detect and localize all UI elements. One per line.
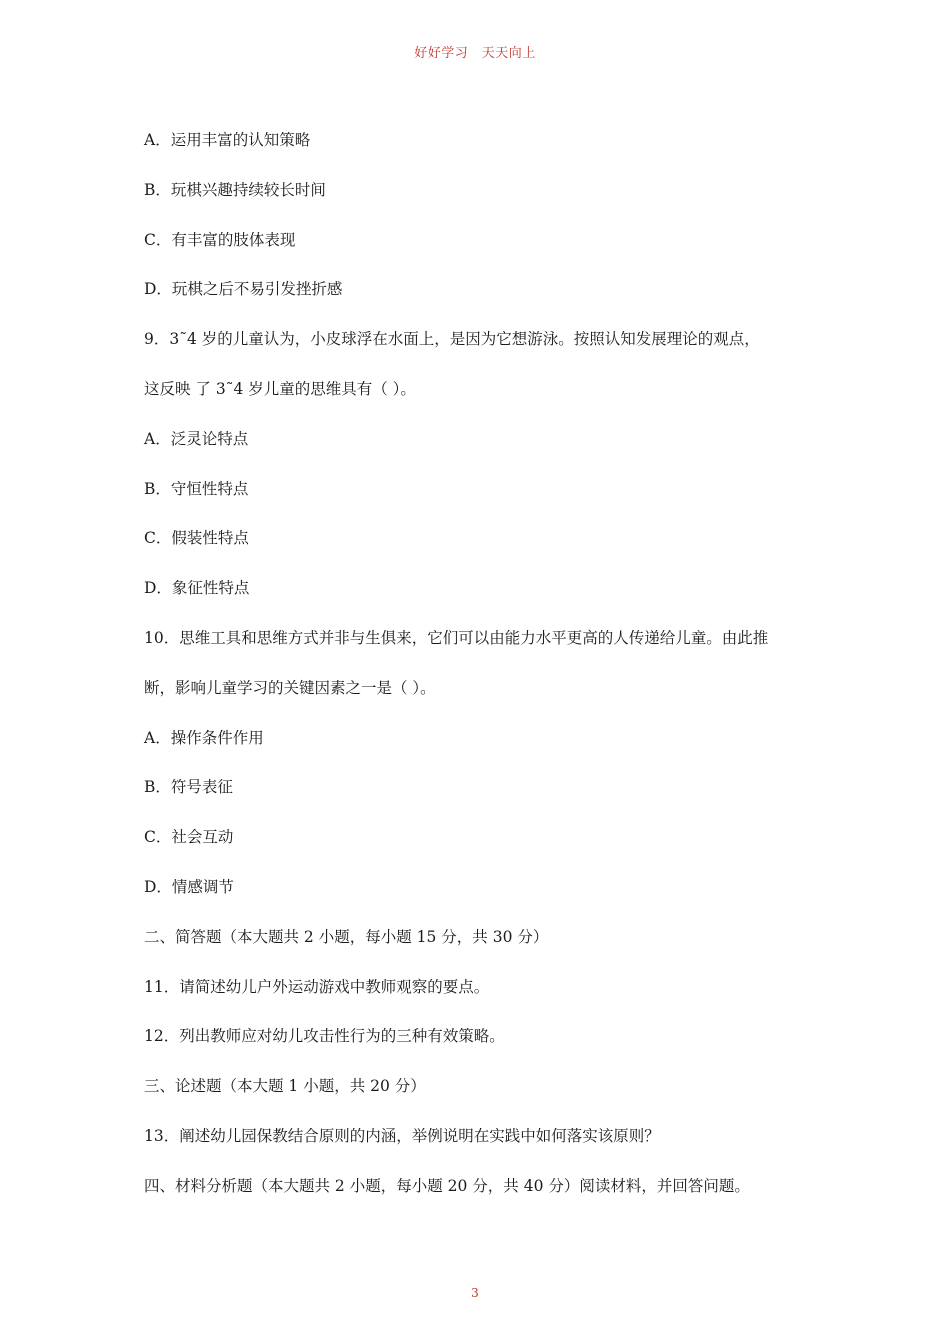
option-8c: C．有丰富的肢体表现 <box>144 230 296 249</box>
option-10d: D．情感调节 <box>144 877 234 896</box>
option-10c: C．社会互动 <box>144 828 234 847</box>
document-body <box>144 126 824 1222</box>
option-8b: B．玩棋兴趣持续较长时间 <box>144 180 326 199</box>
option-9a: A．泛灵论特点 <box>144 429 249 448</box>
question-10: 10．思维工具和思维方式并非与生俱来，它们可以由能力水平更高的人传递给儿童。由此推 <box>144 628 769 647</box>
question-9-cont: 这反映 了 3˜4 岁儿童的思维具有（ ）。 <box>144 379 416 398</box>
section-heading-essay: 三、论述题（本大题 1 小题，共 20 分） <box>144 1077 426 1096</box>
option-8a: A．运用丰富的认知策略 <box>144 131 311 149</box>
section-heading-material-analysis: 四、材料分析题（本大题共 2 小题，每小题 20 分，共 40 分）阅读材料，并回答问题。 <box>144 1176 750 1195</box>
option-8d: D．玩棋之后不易引发挫折感 <box>144 280 343 299</box>
question-9: 9．3˜4 岁的儿童认为，小皮球浮在水面上，是因为它想游泳。按照认知发展理论的观点， <box>144 330 760 349</box>
question-13: 13．阐述幼儿园保教结合原则的内涵，举例说明在实践中如何落实该原则？ <box>144 1126 660 1145</box>
section-heading-short-answer: 二、简答题（本大题共 2 小题，每小题 15 分，共 30 分） <box>144 927 549 946</box>
option-10a: A．操作条件作用 <box>144 728 264 747</box>
question-11: 11．请简述幼儿户外运动游戏中教师观察的要点。 <box>144 977 490 996</box>
page-header: 好好学习 天天向上 <box>414 46 536 61</box>
option-9b: B．守恒性特点 <box>144 479 249 498</box>
option-9d: D．象征性特点 <box>144 579 250 598</box>
option-9c: C．假装性特点 <box>144 529 249 548</box>
question-12: 12．列出教师应对幼儿攻击性行为的三种有效策略。 <box>144 1027 505 1046</box>
question-10-cont: 断，影响儿童学习的关键因素之一是（ ）。 <box>144 678 436 697</box>
page-number: 3 <box>471 1286 479 1300</box>
option-10b: B．符号表征 <box>144 778 233 797</box>
